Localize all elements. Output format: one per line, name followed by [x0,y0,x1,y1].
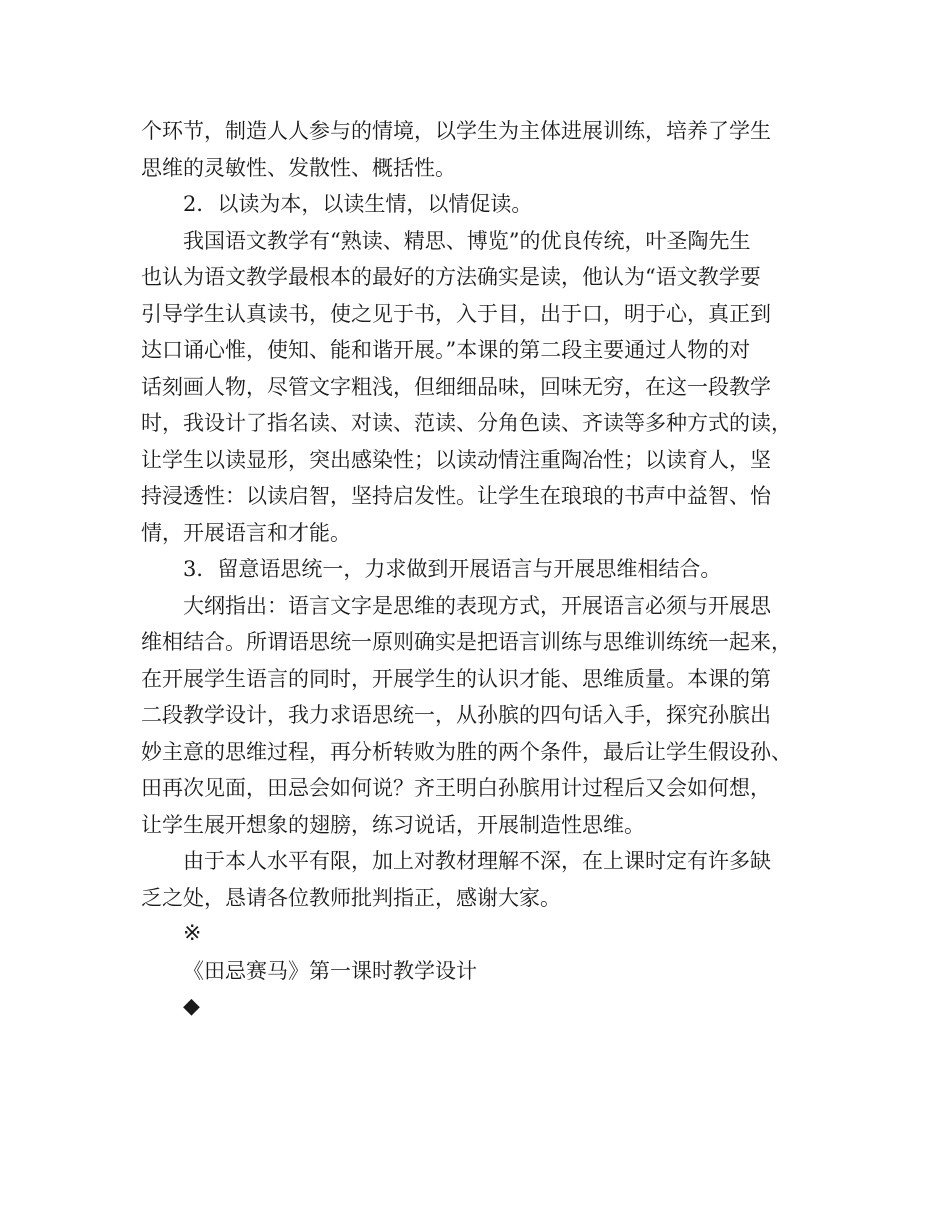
text-line: 在开展学生语言的同时，开展学生的认识才能、思维质量。本课的第 [141,666,771,691]
text-line: 我国语文教学有“熟读、精思、博览”的优良传统，叶圣陶先生 [183,228,751,253]
reference-mark-symbol: ※ [183,921,202,946]
diamond-bullet-symbol: ◆ [183,994,200,1019]
text-line: 也认为语文教学最根本的最好的方法确实是读，他认为“语文教学要 [141,265,761,289]
text-line: 让学生展开想象的翅膀，练习说话，开展制造性思维。 [141,812,645,837]
text-line: 让学生以读显形，突出感染性；以读动情注重陶冶性；以读育人，坚 [141,447,771,472]
text-line: 乏之处，恳请各位教师批判指正，感谢大家。 [141,885,561,910]
text-line: 田再次见面，田忌会如何说？齐王明白孙膑用计过程后又会如何想， [141,776,771,800]
text-line: 情，开展语言和才能。 [141,520,351,545]
document-body [141,113,821,1026]
text-line: 思维的灵敏性、发散性、概括性。 [141,155,456,180]
section-heading: 3．留意语思统一，力求做到开展语言与开展思维相结合。 [183,557,722,581]
text-line: 话刻画人物，尽管文字粗浅，但细细品味，回味无穷，在这一段教学 [141,374,771,399]
text-line: 达口诵心惟，使知、能和谐开展。”本课的第二段主要通过人物的对 [141,338,751,362]
text-line: 引导学生认真读书，使之见于书，入于目，出于口，明于心，真正到 [141,301,771,326]
text-line: 时，我设计了指名读、对读、范读、分角色读、齐读等多种方式的读， [141,411,792,435]
text-line: 个环节，制造人人参与的情境，以学生为主体进展训练，培养了学生 [141,119,771,143]
text-line: 大纲指出：语言文字是思维的表现方式，开展语言必须与开展思 [183,593,771,618]
text-line: 妙主意的思维过程，再分析转败为胜的两个条件，最后让学生假设孙、 [141,739,792,764]
section-heading: 2．以读为本，以读生情，以情促读。 [183,192,533,216]
text-line: 持浸透性：以读启智，坚持启发性。让学生在琅琅的书声中益智、怡 [141,484,771,508]
text-line: 维相结合。所谓语思统一原则确实是把语言训练与思维训练统一起来， [141,630,792,654]
text-line: 二段教学设计，我力求语思统一，从孙膑的四句话入手，探究孙膑出 [141,703,771,727]
text-line: 由于本人水平有限，加上对教材理解不深，在上课时定有许多缺 [183,849,771,873]
document-title-line: 《田忌赛马》第一课时教学设计 [183,958,477,983]
